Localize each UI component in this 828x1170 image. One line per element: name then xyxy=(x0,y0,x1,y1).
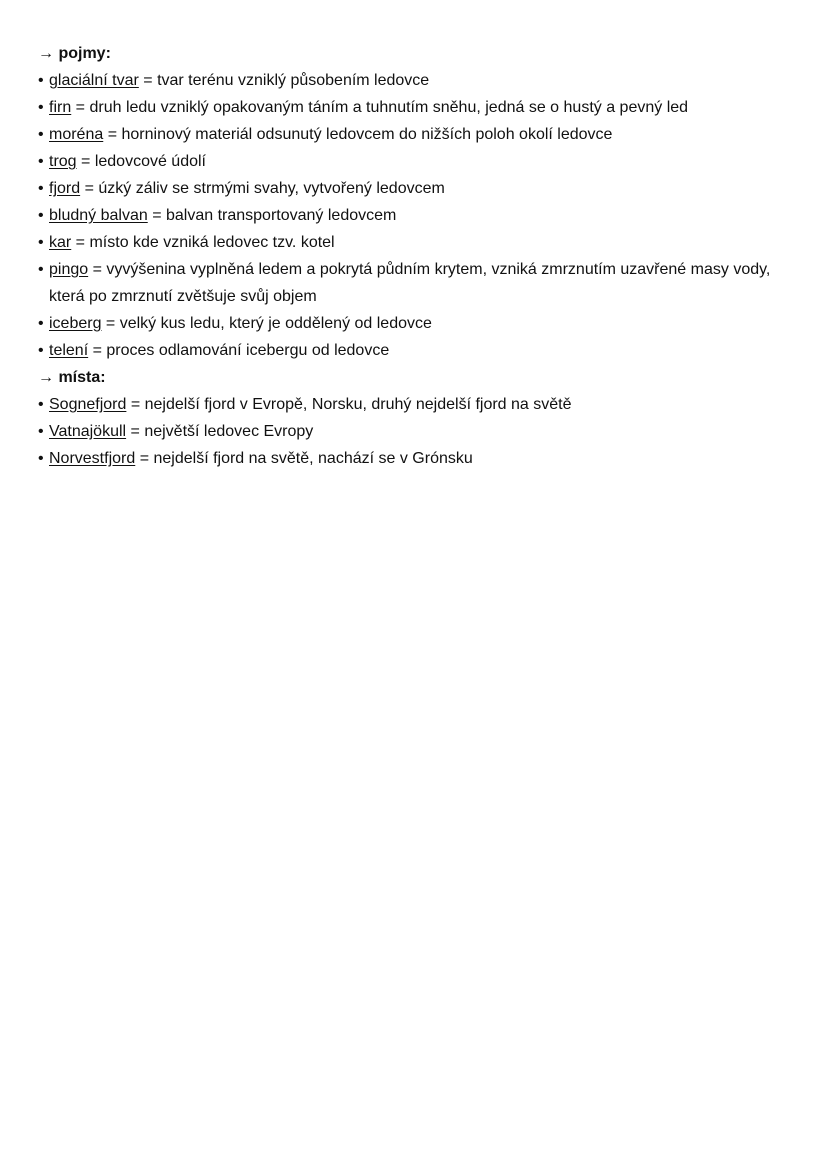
list-item xyxy=(38,148,798,175)
definition: = vyvýšenina vyplněná ledem a pokrytá půdním krytem, vzniká zmrznutím uzavřené masy vody, která po zmrznutí zvětšuje svůj objem xyxy=(49,261,771,305)
definition: = nejdelší fjord v Evropě, Norsku, druhý nejdelší fjord na světě xyxy=(126,396,572,413)
section-pojmy xyxy=(38,40,798,364)
term: bludný balvan xyxy=(49,207,148,224)
list-item xyxy=(38,175,798,202)
bullet: • xyxy=(38,396,44,413)
list-item xyxy=(38,67,798,94)
definition: = balvan transportovaný ledovcem xyxy=(147,207,397,224)
term: Sognefjord xyxy=(49,396,127,413)
definition: = velký kus ledu, který je oddělený od ledovce xyxy=(101,315,432,332)
term: firn xyxy=(49,99,72,116)
bullet: • xyxy=(38,315,44,332)
list-item xyxy=(38,337,798,364)
section-mista xyxy=(38,364,798,472)
bullet: • xyxy=(38,72,44,89)
list-item xyxy=(38,445,798,472)
section-heading: → pojmy: xyxy=(38,45,111,62)
definition: = místo kde vzniká ledovec tzv. kotel xyxy=(71,234,335,251)
document-page xyxy=(38,40,798,472)
list-item xyxy=(38,121,798,148)
bullet: • xyxy=(38,207,44,224)
list-item xyxy=(38,202,798,229)
term: Norvestfjord xyxy=(49,450,136,467)
list-item xyxy=(38,94,798,121)
bullet: • xyxy=(38,234,44,251)
definition: = nejdelší fjord na světě, nachází se v Grónsku xyxy=(135,450,473,467)
list-item xyxy=(38,391,798,418)
bullet: • xyxy=(38,450,44,467)
definition: = horninový materiál odsunutý ledovcem do nižších poloh okolí ledovce xyxy=(103,126,613,143)
term: glaciální tvar xyxy=(49,72,139,89)
term: Vatnajökull xyxy=(49,423,127,440)
bullet: • xyxy=(38,261,44,278)
bullet: • xyxy=(38,126,44,143)
term: pingo xyxy=(49,261,89,278)
term: moréna xyxy=(49,126,104,143)
bullet: • xyxy=(38,99,44,116)
term: iceberg xyxy=(49,315,102,332)
list-item xyxy=(38,310,798,337)
definition: = největší ledovec Evropy xyxy=(126,423,314,440)
list-item xyxy=(38,229,798,256)
definition: = úzký záliv se strmými svahy, vytvořený ledovcem xyxy=(80,180,445,197)
definition: = tvar terénu vzniklý působením ledovce xyxy=(138,72,430,89)
bullet: • xyxy=(38,423,44,440)
term: telení xyxy=(49,342,89,359)
section-heading: → místa: xyxy=(38,369,106,386)
definition: = proces odlamování icebergu od ledovce xyxy=(88,342,390,359)
definition: = druh ledu vzniklý opakovaným táním a tuhnutím sněhu, jedná se o hustý a pevný led xyxy=(71,99,689,116)
bullet: • xyxy=(38,180,44,197)
term: kar xyxy=(49,234,72,251)
list-item xyxy=(38,418,798,445)
term: trog xyxy=(49,153,77,170)
bullet: • xyxy=(38,342,44,359)
term: fjord xyxy=(49,180,81,197)
definition: = ledovcové údolí xyxy=(76,153,206,170)
bullet: • xyxy=(38,153,44,170)
list-item xyxy=(38,256,798,310)
